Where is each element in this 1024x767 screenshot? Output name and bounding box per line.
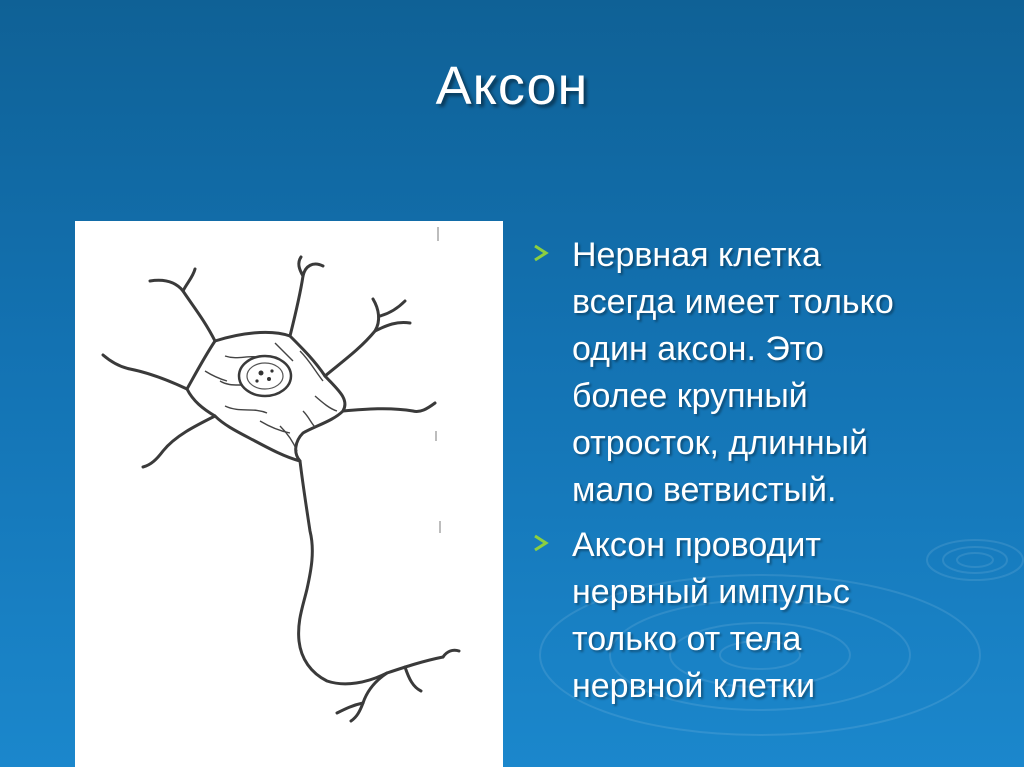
chevron-right-icon bbox=[532, 244, 550, 262]
bullet-text bbox=[572, 232, 1012, 514]
neuron-drawing bbox=[75, 221, 503, 767]
chevron-right-icon bbox=[532, 534, 550, 552]
bullet-line: нервный импульс bbox=[572, 573, 850, 611]
bullet-list bbox=[532, 232, 1012, 718]
bullet-line: отросток, длинный bbox=[572, 424, 869, 462]
slide-title: Аксон bbox=[435, 56, 589, 116]
bullet-line: нервной клетки bbox=[572, 667, 816, 705]
bullet-item bbox=[532, 232, 1012, 514]
bullet-line: Нервная клетка bbox=[572, 236, 821, 274]
bullet-line: более крупный bbox=[572, 377, 808, 415]
bullet-text bbox=[572, 522, 1012, 710]
bullet-line: мало ветвистый. bbox=[572, 471, 837, 509]
bullet-line: один аксон. Это bbox=[572, 330, 824, 368]
bullet-line: только от тела bbox=[572, 620, 802, 658]
bullet-line: Аксон проводит bbox=[572, 526, 821, 564]
bullet-line: всегда имеет только bbox=[572, 283, 894, 321]
neuron-figure bbox=[75, 221, 503, 767]
bullet-item bbox=[532, 522, 1012, 710]
